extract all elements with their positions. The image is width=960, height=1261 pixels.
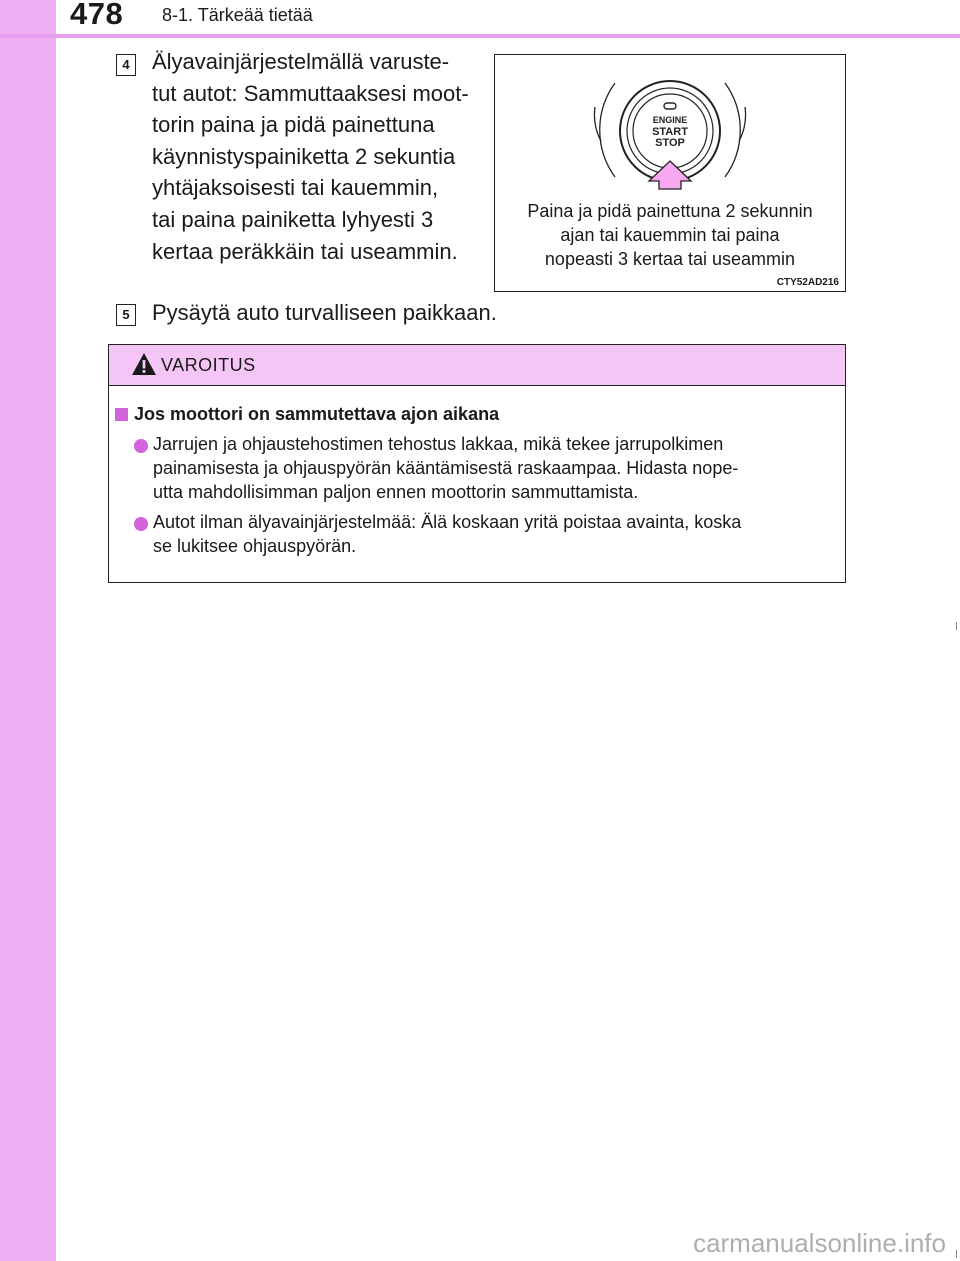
step-4-line: yhtäjaksoisesti tai kauemmin,	[152, 175, 439, 201]
step-4-line: torin paina ja pidä painettuna	[152, 112, 435, 138]
square-bullet-icon	[115, 408, 128, 421]
side-color-strip	[0, 0, 56, 1261]
step-4-badge: 4	[116, 54, 136, 76]
step-4-line: käynnistyspainiketta 2 sekuntia	[152, 143, 456, 169]
button-label-stop: STOP	[655, 137, 685, 149]
step-5-badge: 5	[116, 304, 136, 326]
step-4-text	[152, 46, 475, 267]
warning-heading-text: Jos moottori on sammutettava ajon aikana	[134, 404, 500, 424]
page-number: 478	[70, 0, 124, 31]
figure-code: CTY52AD216	[776, 277, 839, 288]
figure-caption-line: nopeasti 3 kertaa tai useammin	[544, 249, 796, 269]
bullet-line: Jarrujen ja ohjaustehostimen tehostus lakkaa, mikä tekee jarrupolkimen	[153, 434, 724, 454]
warning-box	[108, 344, 846, 583]
section-title: 8-1. Tärkeää tietää	[162, 5, 313, 25]
button-label-engine: ENGINE	[652, 115, 688, 125]
warning-heading	[115, 404, 499, 425]
engine-button-figure	[494, 54, 846, 292]
warning-header	[109, 345, 845, 386]
bullet-line: se lukitsee ohjauspyörän.	[153, 536, 357, 556]
bullet-line: painamisesta ja ohjauspyörän kääntämisestä raskaampaa. Hidasta nope-	[153, 458, 739, 478]
figure-caption	[495, 199, 845, 271]
margin-tick	[956, 622, 957, 630]
step-4-line: tut autot: Sammuttaaksesi moot-	[152, 80, 469, 106]
watermark: carmanualsonline.info	[693, 1228, 946, 1258]
header-rule	[0, 34, 960, 38]
figure-caption-line: ajan tai kauemmin tai paina	[560, 225, 780, 245]
bullet-line: Autot ilman älyavainjärjestelmää: Älä koskaan yritä poistaa avainta, koska	[153, 512, 742, 532]
step-4-line: kertaa peräkkäin tai useammin.	[152, 238, 458, 264]
figure-caption-line: Paina ja pidä painettuna 2 sekunnin	[527, 201, 813, 221]
warning-title: VAROITUS	[161, 355, 256, 375]
step-5-text: Pysäytä auto turvalliseen paikkaan.	[152, 300, 497, 325]
warning-triangle-icon	[131, 352, 157, 376]
warning-bullet-2	[153, 510, 836, 558]
step-4-line: Älyavainjärjestelmällä varuste-	[152, 49, 450, 74]
margin-tick	[956, 1250, 957, 1258]
bullet-line: utta mahdollisimman paljon ennen moottorin sammuttamista.	[153, 482, 639, 502]
button-label-start: START	[652, 126, 688, 138]
warning-bullet-1	[153, 432, 836, 504]
bullet-dot-icon	[134, 439, 148, 453]
bullet-dot-icon	[134, 517, 148, 531]
step-4-line: tai paina painiketta lyhyesti 3	[152, 206, 434, 232]
